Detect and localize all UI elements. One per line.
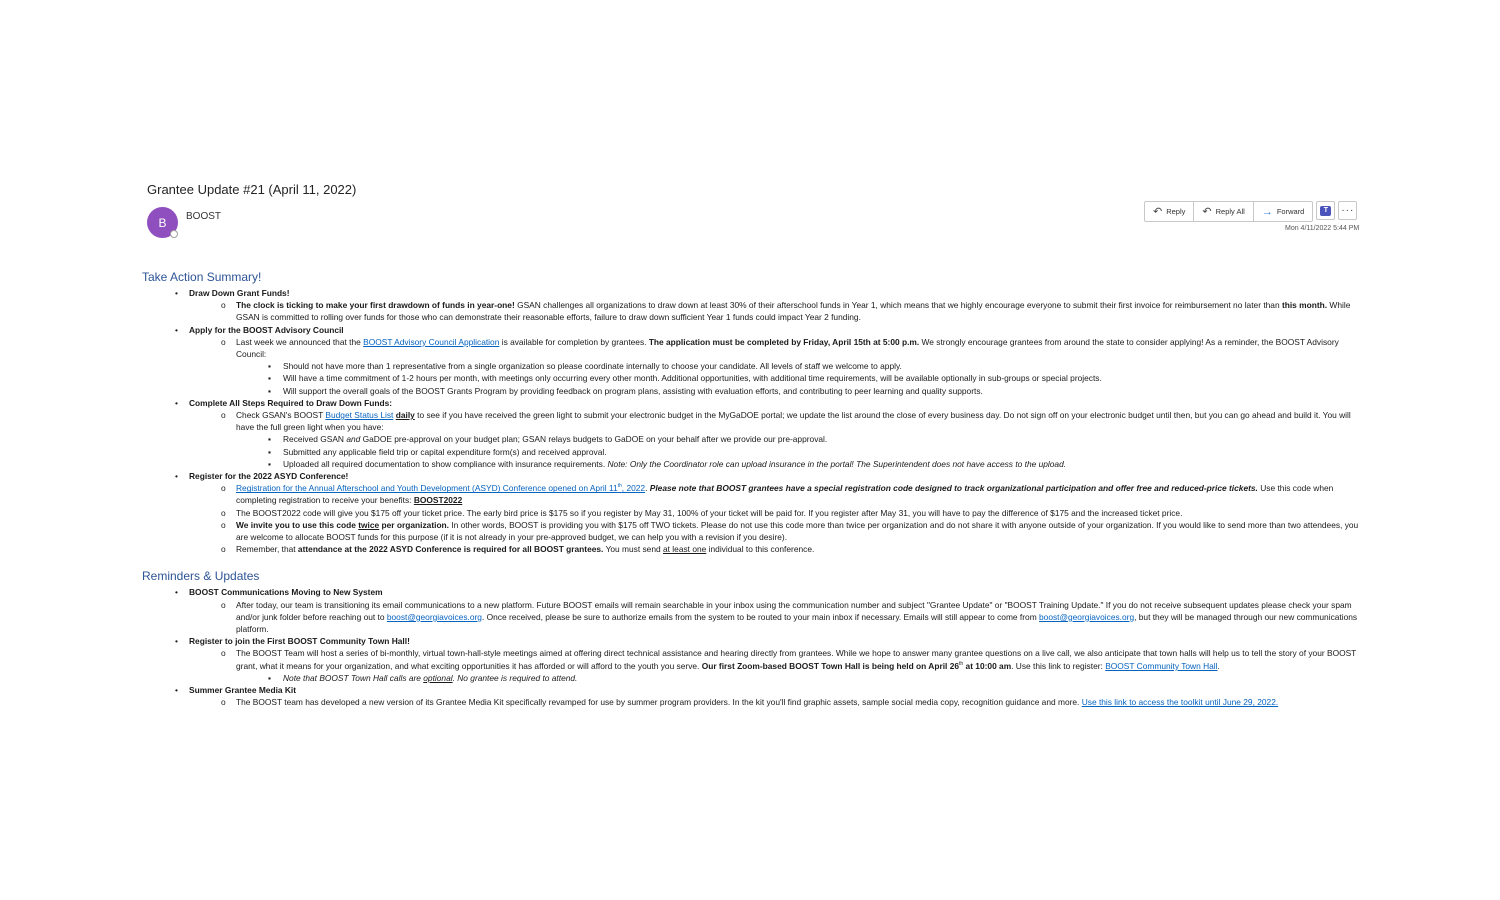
text-bold-underline: BOOST2022 bbox=[413, 495, 463, 506]
text: GaDOE pre-approval on your budget plan; GSAN relays budgets to GaDOE on your behalf after we provide our pre-approval. bbox=[360, 434, 828, 445]
text-bold-underline: twice bbox=[358, 519, 380, 530]
reply-actions-group bbox=[1144, 201, 1313, 222]
text: Last week we announced that the bbox=[236, 336, 364, 347]
text: to see if you have received the green light to submit your electronic budget in the MyGaDOE portal; we update the list around the close of every business day. Do not sign off on your electronic budget until then, but you can go ahead and build it. You will have the full green light when you have: bbox=[236, 410, 1351, 433]
text-underline: at least one bbox=[663, 544, 707, 555]
text-bold: Our first Zoom-based BOOST Town Hall is being held on April 26 bbox=[701, 660, 960, 671]
text-italic: Note that BOOST Town Hall calls are bbox=[283, 672, 424, 683]
list-item: • Summer Grantee Media Kit bbox=[175, 685, 297, 696]
forward-button[interactable] bbox=[1254, 202, 1313, 221]
list-item: ▪ Should not have more than 1 representative from a single organization so please coordinate internally to choose your candidate. All levels of staff we welcome to apply. bbox=[268, 361, 902, 372]
list-item: o We invite you to use this code twice per organization. In other words, BOOST is providing you with $175 off TWO tickets. Please do not use this code more than twice per organization and do not share it with anyone outside of your organization. If you would like to send more than two attendees, you are welcome to allocate BOOST funds for this purpose (if it is not already in your pre-approved budget, we can help you with a revision if you desire). bbox=[221, 519, 1359, 543]
presence-indicator bbox=[170, 230, 178, 238]
text-bold: per organization. bbox=[379, 519, 450, 530]
asyd-registration-link[interactable] bbox=[236, 483, 645, 493]
list-item: o Registration for the Annual Afterschool and Youth Development (ASYD) Conference opened on April 11th, 2022. Please note that BOOST grantees have a special registration code designed to track organizational participation and offer free and reduced-price tickets. Use this code when completing registration to receive your benefits: BOOST2022 bbox=[221, 483, 1334, 506]
text-bold: attendance at the 2022 ASYD Conference is required for all BOOST grantees. bbox=[297, 544, 604, 555]
list-item: o The BOOST Team will host a series of bi-monthly, virtual town-hall-style meetings aimed at offering direct technical assistance and hearing directly from grantees. While we hope to answer many grantee questions on a live call, we also anticipate that town halls will help us to tell the story of your BOOST grant, what it means for your organization, and what exciting opportunities it has afforded or will afford to the youth you serve. Our first Zoom-based BOOST Town Hall is being held on April 26th at 10:00 am. Use this link to register: BOOST Community Town Hall. bbox=[221, 648, 1357, 671]
text-bold: this month. bbox=[1281, 300, 1328, 311]
list-item: ▪ Received GSAN and GaDOE pre-approval on your budget plan; GSAN relays budgets to GaDOE on your behalf after we provide our pre-approval. bbox=[268, 434, 828, 445]
text: . Use this link to register: bbox=[1011, 660, 1106, 671]
text: While GSAN is committed to rolling over funds for those who can demonstrate their reasonable efforts, failure to draw down sufficient Year 1 funds could impact Year 2 funding. bbox=[236, 300, 1351, 323]
budget-status-link[interactable]: Budget Status List bbox=[325, 410, 394, 421]
message-actions bbox=[1144, 201, 1357, 222]
forward-label: Forward bbox=[1276, 207, 1305, 216]
list-item: ▪ Submitted any applicable field trip or capital expenditure form(s) and received approval. bbox=[268, 446, 607, 457]
text: Will support the overall goals of the BOOST Grants Program by providing feedback on program plans, assisting with evaluation efforts, and contributing to peer learning and quality supports. bbox=[283, 385, 983, 396]
text-bold: The clock is ticking to make your first drawdown of funds in year-one! bbox=[236, 300, 515, 311]
text: Remember, that bbox=[236, 544, 298, 555]
text-bold-italic: Please note that BOOST grantees have a special registration code designed to track organizational participation and offer free and reduced-price tickets. bbox=[649, 483, 1258, 494]
link-text: , 2022 bbox=[621, 483, 646, 494]
section-title-reminders: Reminders & Updates bbox=[142, 569, 260, 584]
text: , but they will be managed through our new communications platform. bbox=[236, 611, 1358, 635]
list-item: • BOOST Communications Moving to New System bbox=[175, 587, 383, 598]
item-title: Draw Down Grant Funds! bbox=[189, 288, 290, 298]
list-item: o The clock is ticking to make your first drawdown of funds in year-one! GSAN challenges all organizations to draw down at least 30% of their afterschool funds in Year 1, which means that we highly encourage everyone to submit their first invoice for reimbursement no later than this month. While GSAN is committed to rolling over funds for those who can demonstrate their reasonable efforts, failure to draw down sufficient Year 1 funds could impact Year 2 funding. bbox=[221, 300, 1351, 323]
list-item: o Check GSAN's BOOST Budget Status List daily to see if you have received the green light to submit your electronic budget in the MyGaDOE portal; we update the list around the close of every business day. Do not sign off on your electronic budget until then, but you can go ahead and build it. You will have the full green light when you have: bbox=[221, 410, 1351, 433]
text: We strongly encourage grantees from around the state to consider applying! As a reminder, the BOOST Advisory Council: bbox=[236, 336, 1339, 360]
text: You must send bbox=[603, 544, 663, 555]
text: The BOOST2022 code will give you $175 off your ticket price. The early bird price is $175 so if you register by May 31, 100% of your ticket will be paid for. If you register after May 31, you will have to pay the difference of $175 and the increased ticket price. bbox=[236, 507, 1183, 518]
reply-label: Reply bbox=[1166, 207, 1186, 216]
reply-button[interactable] bbox=[1145, 202, 1194, 221]
text-bold: at 10:00 am bbox=[963, 660, 1012, 671]
reply-all-button[interactable] bbox=[1194, 202, 1253, 221]
text-bold: The application must be completed by Friday, April 15th at 5:00 p.m. bbox=[648, 336, 920, 347]
link-text-sup: th bbox=[617, 483, 622, 490]
list-item: ▪ Will have a time commitment of 1-2 hours per month, with meetings only occurring every other month. Additional opportunities, with additional time requirements, will be available optionally in sub-groups or special projects. bbox=[268, 373, 1102, 384]
text-bold-underline: daily bbox=[395, 410, 415, 421]
reply-all-arrow-icon: ↶ bbox=[1202, 206, 1212, 218]
list-item: o After today, our team is transitioning its email communications to a new platform. Future BOOST emails will remain searchable in your inbox using the communication number and subject "Grantee Update" or "BOOST Training Update." If you do not receive subsequent updates please check your spam and/or junk folder before reaching out to boost@georgiavoices.org. Once received, please be sure to authorize emails from the system to be routed to your main inbox if necessary. Emails will still appear to come from boost@georgiavoices.org, but they will be managed through our new communications platform. bbox=[221, 599, 1358, 635]
text: Received GSAN bbox=[283, 434, 347, 445]
list-item: ▪ Will support the overall goals of the BOOST Grants Program by providing feedback on program plans, assisting with evaluation efforts, and contributing to peer learning and quality supports. bbox=[268, 385, 983, 396]
text: In other words, BOOST is providing you with $175 off TWO tickets. Please do not use this code more than twice per organization and do not share it with anyone outside of your organization. If you would like to send more than two attendees, you are welcome to allocate BOOST funds for this purpose (if it is not already in your pre-approved budget, we can help you with a revision if you desire). bbox=[236, 519, 1359, 543]
text-bold: We invite you to use this code bbox=[236, 519, 359, 530]
reply-all-label: Reply All bbox=[1215, 207, 1245, 216]
text: The BOOST Team will host a series of bi-monthly, virtual town-hall-style meetings aimed at offering direct technical assistance and hearing directly from grantees. While we hope to answer many grantee questions on a live call, we also anticipate that town halls will help us to tell the story of your BOOST grant, what it means for your organization, and what exciting opportunities it has afforded or will afford to the youth you serve. bbox=[236, 648, 1357, 671]
item-title: BOOST Communications Moving to New System bbox=[189, 587, 383, 598]
text-italic: and bbox=[346, 434, 361, 445]
item-title: Summer Grantee Media Kit bbox=[189, 685, 297, 696]
text: The BOOST team has developed a new version of its Grantee Media Kit specifically revamped for use by summer program providers. In the kit you'll find graphic assets, sample social media copy, recognition guidance and more. bbox=[236, 697, 1082, 708]
text: Uploaded all required documentation to show compliance with insurance requirements. bbox=[283, 458, 608, 469]
list-item: • Complete All Steps Required to Draw Down Funds: bbox=[175, 397, 393, 408]
teams-icon: T bbox=[1320, 206, 1331, 216]
text: . Once received, please be sure to authorize emails from the system to be routed to your main inbox if necessary. Emails will still appear to come from bbox=[481, 611, 1039, 622]
email-subject: Grantee Update #21 (April 11, 2022) bbox=[147, 182, 357, 197]
text: Use this code when completing registration to receive your benefits: bbox=[236, 483, 1334, 506]
email-link[interactable]: boost@georgiavoices.org bbox=[386, 611, 482, 622]
link-text: Registration for the Annual Afterschool and Youth Development (ASYD) Conference opened on April 11 bbox=[236, 483, 618, 494]
text-sup: th bbox=[959, 660, 964, 667]
teams-button[interactable] bbox=[1316, 201, 1335, 220]
item-title: Register to join the First BOOST Community Town Hall! bbox=[189, 636, 410, 647]
text-italic: Note: Only the Coordinator role can upload insurance in the portal! The Superintendent does not have access to the upload. bbox=[607, 458, 1067, 469]
item-title: Complete All Steps Required to Draw Down Funds: bbox=[189, 397, 393, 408]
reply-arrow-icon: ↶ bbox=[1153, 206, 1163, 218]
text: Will have a time commitment of 1-2 hours per month, with meetings only occurring every other month. Additional opportunities, with additional time requirements, will be available optionally in sub-groups or special projects. bbox=[283, 373, 1102, 384]
item-title: Apply for the BOOST Advisory Council bbox=[189, 324, 344, 335]
sender-name[interactable]: BOOST bbox=[186, 211, 222, 222]
text: After today, our team is transitioning its email communications to a new platform. Future BOOST emails will remain searchable in your inbox using the communication number and subject "Grantee Update" or "BOOST Training Update." If you do not receive subsequent updates please check your spam and/or junk folder before reaching out to bbox=[236, 599, 1352, 622]
text: individual to this conference. bbox=[706, 544, 815, 555]
text: is available for completion by grantees. bbox=[499, 336, 649, 347]
text: Submitted any applicable field trip or capital expenditure form(s) and received approval. bbox=[283, 446, 607, 457]
list-item: • Register for the 2022 ASYD Conference! bbox=[175, 471, 349, 482]
email-link[interactable]: boost@georgiavoices.org bbox=[1039, 611, 1135, 622]
item-title: Register for the 2022 ASYD Conference! bbox=[189, 471, 349, 482]
text: . bbox=[645, 483, 650, 494]
message-body bbox=[142, 270, 1367, 709]
list-item: • Apply for the BOOST Advisory Council bbox=[175, 324, 344, 335]
advisory-council-link[interactable]: BOOST Advisory Council Application bbox=[363, 336, 500, 347]
text-italic-underline: optional bbox=[423, 672, 453, 683]
text: Check GSAN's BOOST bbox=[236, 410, 326, 421]
list-item: o The BOOST team has developed a new version of its Grantee Media Kit specifically revamped for use by summer program providers. In the kit you'll find graphic assets, sample social media copy, recognition guidance and more. Use this link to access the toolkit until June 29, 2022. bbox=[221, 697, 1279, 708]
reminders-list bbox=[142, 586, 1367, 708]
text-italic: . No grantee is required to attend. bbox=[452, 672, 578, 683]
list-item: o The BOOST2022 code will give you $175 off your ticket price. The early bird price is $175 so if you register by May 31, 100% of your ticket will be paid for. If you register after May 31, you will have to pay the difference of $175 and the increased ticket price. bbox=[221, 507, 1183, 518]
more-options-button[interactable]: ··· bbox=[1338, 201, 1357, 220]
list-item: ▪ Note that BOOST Town Hall calls are optional. No grantee is required to attend. bbox=[268, 672, 578, 683]
text: Should not have more than 1 representative from a single organization so please coordinate internally to choose your candidate. All levels of staff we welcome to apply. bbox=[283, 361, 902, 372]
forward-arrow-icon: → bbox=[1261, 205, 1273, 218]
message-datetime: Mon 4/11/2022 5:44 PM bbox=[1285, 225, 1360, 232]
sender-avatar[interactable]: B bbox=[147, 207, 178, 238]
list-item: • Draw Down Grant Funds! bbox=[175, 288, 290, 298]
list-item: o Last week we announced that the BOOST Advisory Council Application is available for completion by grantees. The application must be completed by Friday, April 15th at 5:00 p.m. We strongly encourage grantees from around the state to consider applying! As a reminder, the BOOST Advisory Council: bbox=[221, 336, 1339, 360]
media-kit-link[interactable]: Use this link to access the toolkit until June 29, 2022. bbox=[1081, 697, 1279, 708]
take-action-list bbox=[142, 287, 1367, 555]
text: GSAN challenges all organizations to draw down at least 30% of their afterschool funds in Year 1, which means that we highly encourage everyone to submit their first invoice for reimbursement no later than bbox=[514, 300, 1282, 311]
list-item: • Register to join the First BOOST Community Town Hall! bbox=[175, 636, 410, 647]
list-item: o Remember, that attendance at the 2022 ASYD Conference is required for all BOOST grantees. You must send at least one individual to this conference. bbox=[221, 544, 815, 555]
text: . bbox=[1217, 660, 1220, 671]
section-title-take-action: Take Action Summary! bbox=[142, 270, 262, 284]
town-hall-link[interactable]: BOOST Community Town Hall bbox=[1105, 660, 1218, 671]
list-item: ▪ Uploaded all required documentation to show compliance with insurance requirements. Note: Only the Coordinator role can upload insurance in the portal! The Superintendent does not have access to the upload. bbox=[268, 458, 1067, 469]
